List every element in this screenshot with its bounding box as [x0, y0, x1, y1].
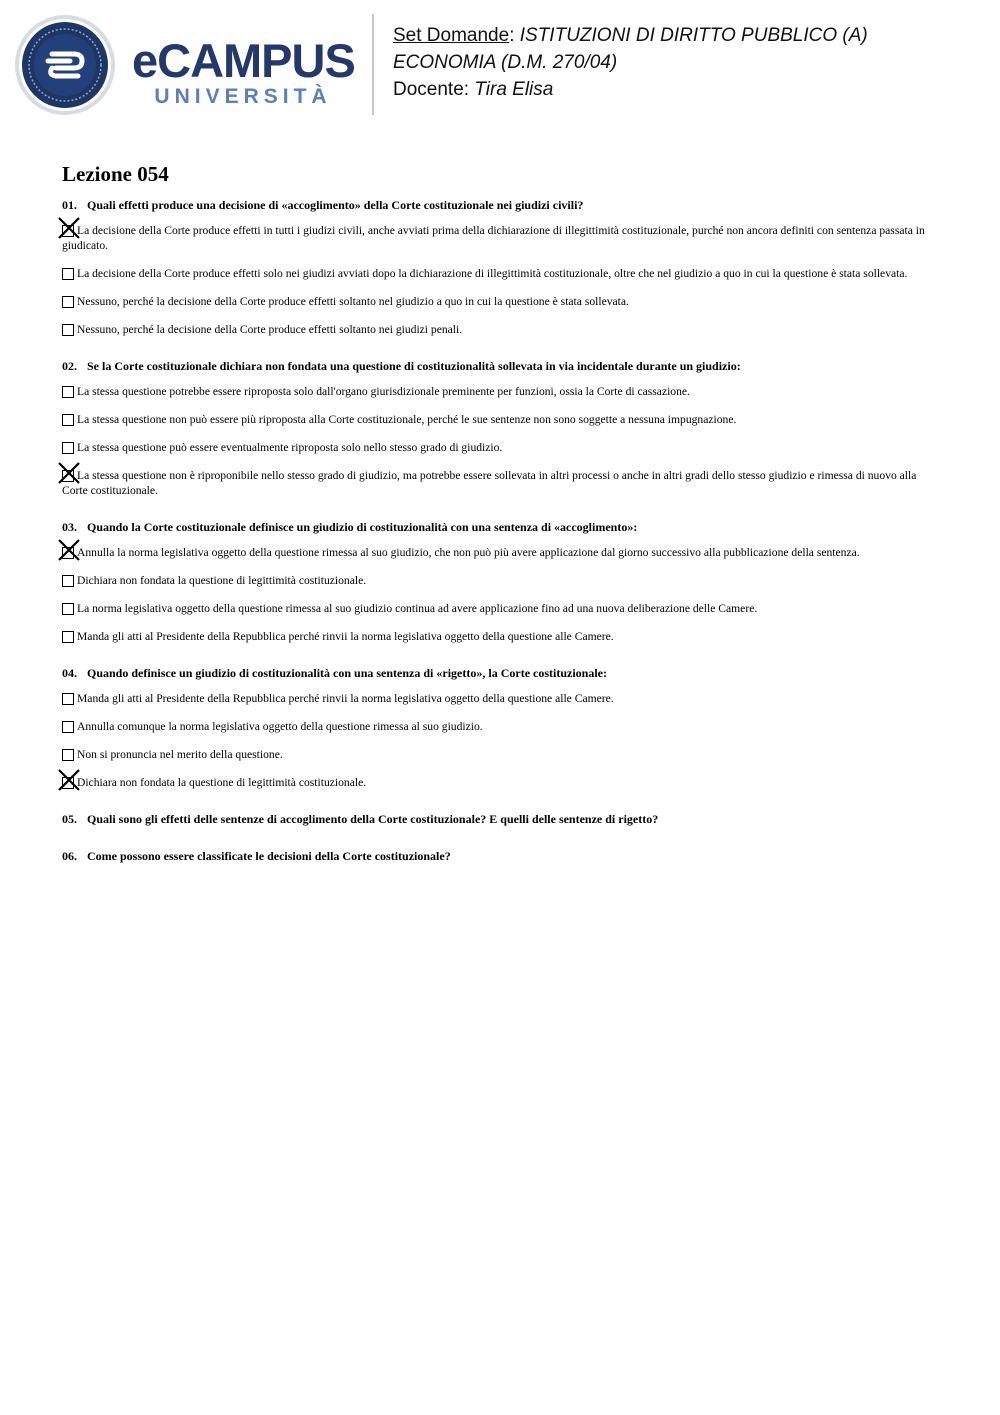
question-item — [62, 666, 928, 790]
set-label: Set Domande — [393, 25, 510, 46]
question-number: 05. — [62, 812, 77, 826]
answer-option — [62, 719, 928, 734]
answer-option — [62, 384, 928, 399]
answer-checkbox[interactable] — [62, 721, 74, 733]
page-header — [0, 0, 1000, 125]
question-text — [62, 520, 928, 535]
answer-text: Nessuno, perché la decisione della Corte produce effetti soltanto nel giudizio a quo in cui la questione è stata sollevata. — [77, 295, 629, 308]
check-cross-icon — [57, 461, 81, 485]
answer-checkbox[interactable] — [62, 386, 74, 398]
question-number: 02. — [62, 359, 77, 373]
question-text — [62, 849, 928, 864]
answer-checkbox[interactable] — [62, 296, 74, 308]
questions-section — [62, 162, 928, 886]
question-item — [62, 520, 928, 644]
answer-text: La stessa questione può essere eventualmente riproposta solo nello stesso grado di giudizio. — [77, 441, 503, 454]
answer-option — [62, 294, 928, 309]
check-cross-icon — [57, 216, 81, 240]
check-cross-icon — [57, 768, 81, 792]
answer-option — [62, 223, 928, 253]
answer-text: Nessuno, perché la decisione della Corte produce effetti soltanto nei giudizi penali. — [77, 323, 463, 336]
answer-text: La decisione della Corte produce effetti solo nei giudizi avviati dopo la dichiarazione di illegittimità costituzionale, oltre che nel giudizio a quo in cui la questione è stata sollevata. — [77, 267, 908, 280]
set-separator: : — [509, 25, 515, 46]
question-number: 04. — [62, 666, 77, 680]
question-text — [62, 359, 928, 374]
answer-text: La stessa questione non è riproponibile nello stesso grado di giudizio, ma potrebbe essere sollevata in altri processi o anche in altri gradi dello stesso giudizio e rimessa di nuovo alla Corte costituzionale. — [62, 469, 917, 497]
question-label: Come possono essere classificate le decisioni della Corte costituzionale? — [87, 849, 451, 863]
answer-text: Dichiara non fondata la questione di legittimità costituzionale. — [77, 574, 367, 587]
answer-checkbox[interactable] — [62, 693, 74, 705]
answer-text: Manda gli atti al Presidente della Repubblica perché rinvii la norma legislativa oggetto della questione alle Camere. — [77, 692, 614, 705]
answer-checkbox[interactable] — [62, 268, 74, 280]
course-info — [393, 22, 983, 103]
question-item — [62, 198, 928, 337]
question-list — [62, 198, 928, 864]
answer-text: La stessa questione potrebbe essere riproposta solo dall'organo giurisdizionale preminente per funzioni, ossia la Corte di cassazione. — [77, 385, 690, 398]
answer-option — [62, 691, 928, 706]
answer-checkbox[interactable] — [62, 603, 74, 615]
answer-text: Manda gli atti al Presidente della Repubblica perché rinvii la norma legislativa oggetto della questione alle Camere. — [77, 630, 614, 643]
answer-option — [62, 573, 928, 588]
question-text — [62, 812, 928, 827]
answer-option — [62, 440, 928, 455]
question-number: 03. — [62, 520, 77, 534]
answer-text: Non si pronuncia nel merito della questione. — [77, 748, 283, 761]
question-label: Quali sono gli effetti delle sentenze di accoglimento della Corte costituzionale? E quelli delle sentenze di rigetto? — [87, 812, 659, 826]
answer-checkbox[interactable] — [62, 575, 74, 587]
question-item — [62, 812, 928, 827]
answer-checkbox[interactable] — [62, 749, 74, 761]
answer-text: La norma legislativa oggetto della questione rimessa al suo giudizio continua ad avere applicazione fino ad una nuova deliberazione delle Camere. — [77, 602, 758, 615]
answer-option — [62, 629, 928, 644]
answer-checkbox[interactable] — [62, 324, 74, 336]
teacher-line — [393, 76, 983, 103]
logo-subtitle: UNIVERSITÀ — [154, 85, 332, 108]
teacher-label: Docente: — [393, 79, 470, 100]
university-seal-icon — [14, 14, 116, 116]
question-text — [62, 198, 928, 213]
question-label: Se la Corte costituzionale dichiara non fondata una questione di costituzionalità sollevata in via incidentale durante un giudizio: — [87, 359, 741, 373]
header-divider — [372, 14, 374, 115]
question-item — [62, 359, 928, 498]
answer-option — [62, 775, 928, 790]
answer-checkbox[interactable] — [62, 631, 74, 643]
question-number: 01. — [62, 198, 77, 212]
answer-option — [62, 601, 928, 616]
teacher-name: Tira Elisa — [474, 79, 554, 100]
answer-option — [62, 412, 928, 427]
lesson-title: Lezione 054 — [62, 162, 169, 186]
question-label: Quali effetti produce una decisione di «accoglimento» della Corte costituzionale nei giudizi civili? — [87, 198, 584, 212]
answer-text: La stessa questione non può essere più riproposta alla Corte costituzionale, perché le sue sentenze non sono soggette a nessuna impugnazione. — [77, 413, 737, 426]
answer-text: Annulla comunque la norma legislativa oggetto della questione rimessa al suo giudizio. — [77, 720, 483, 733]
course-line-1 — [393, 22, 983, 49]
answer-text: Dichiara non fondata la questione di legittimità costituzionale. — [77, 776, 367, 789]
answer-option — [62, 468, 928, 498]
question-label: Quando la Corte costituzionale definisce un giudizio di costituzionalità con una sentenza di «accoglimento»: — [87, 520, 638, 534]
question-number: 06. — [62, 849, 77, 863]
answer-text: Annulla la norma legislativa oggetto della questione rimessa al suo giudizio, che non può più avere applicazione dal giorno successivo alla pubblicazione della sentenza. — [77, 546, 860, 559]
answer-checkbox[interactable] — [62, 414, 74, 426]
answer-checkbox[interactable] — [62, 442, 74, 454]
course-title: ISTITUZIONI DI DIRITTO PUBBLICO (A) — [519, 25, 868, 46]
course-line-2: ECONOMIA (D.M. 270/04) — [393, 52, 618, 73]
question-text — [62, 666, 928, 681]
question-item — [62, 849, 928, 864]
answer-option — [62, 747, 928, 762]
answer-option — [62, 545, 928, 560]
check-cross-icon — [57, 538, 81, 562]
answer-text: La decisione della Corte produce effetti in tutti i giudizi civili, anche avviati prima della dichiarazione di illegittimità costituzionale, purché non ancora definiti con sentenza passata in giudicato. — [62, 224, 925, 252]
ecampus-logo — [132, 34, 355, 108]
answer-option — [62, 266, 928, 281]
question-label: Quando definisce un giudizio di costituzionalità con una sentenza di «rigetto», la Corte costituzionale: — [87, 666, 608, 680]
answer-option — [62, 322, 928, 337]
logo-brand: eCAMPUS — [132, 34, 355, 87]
